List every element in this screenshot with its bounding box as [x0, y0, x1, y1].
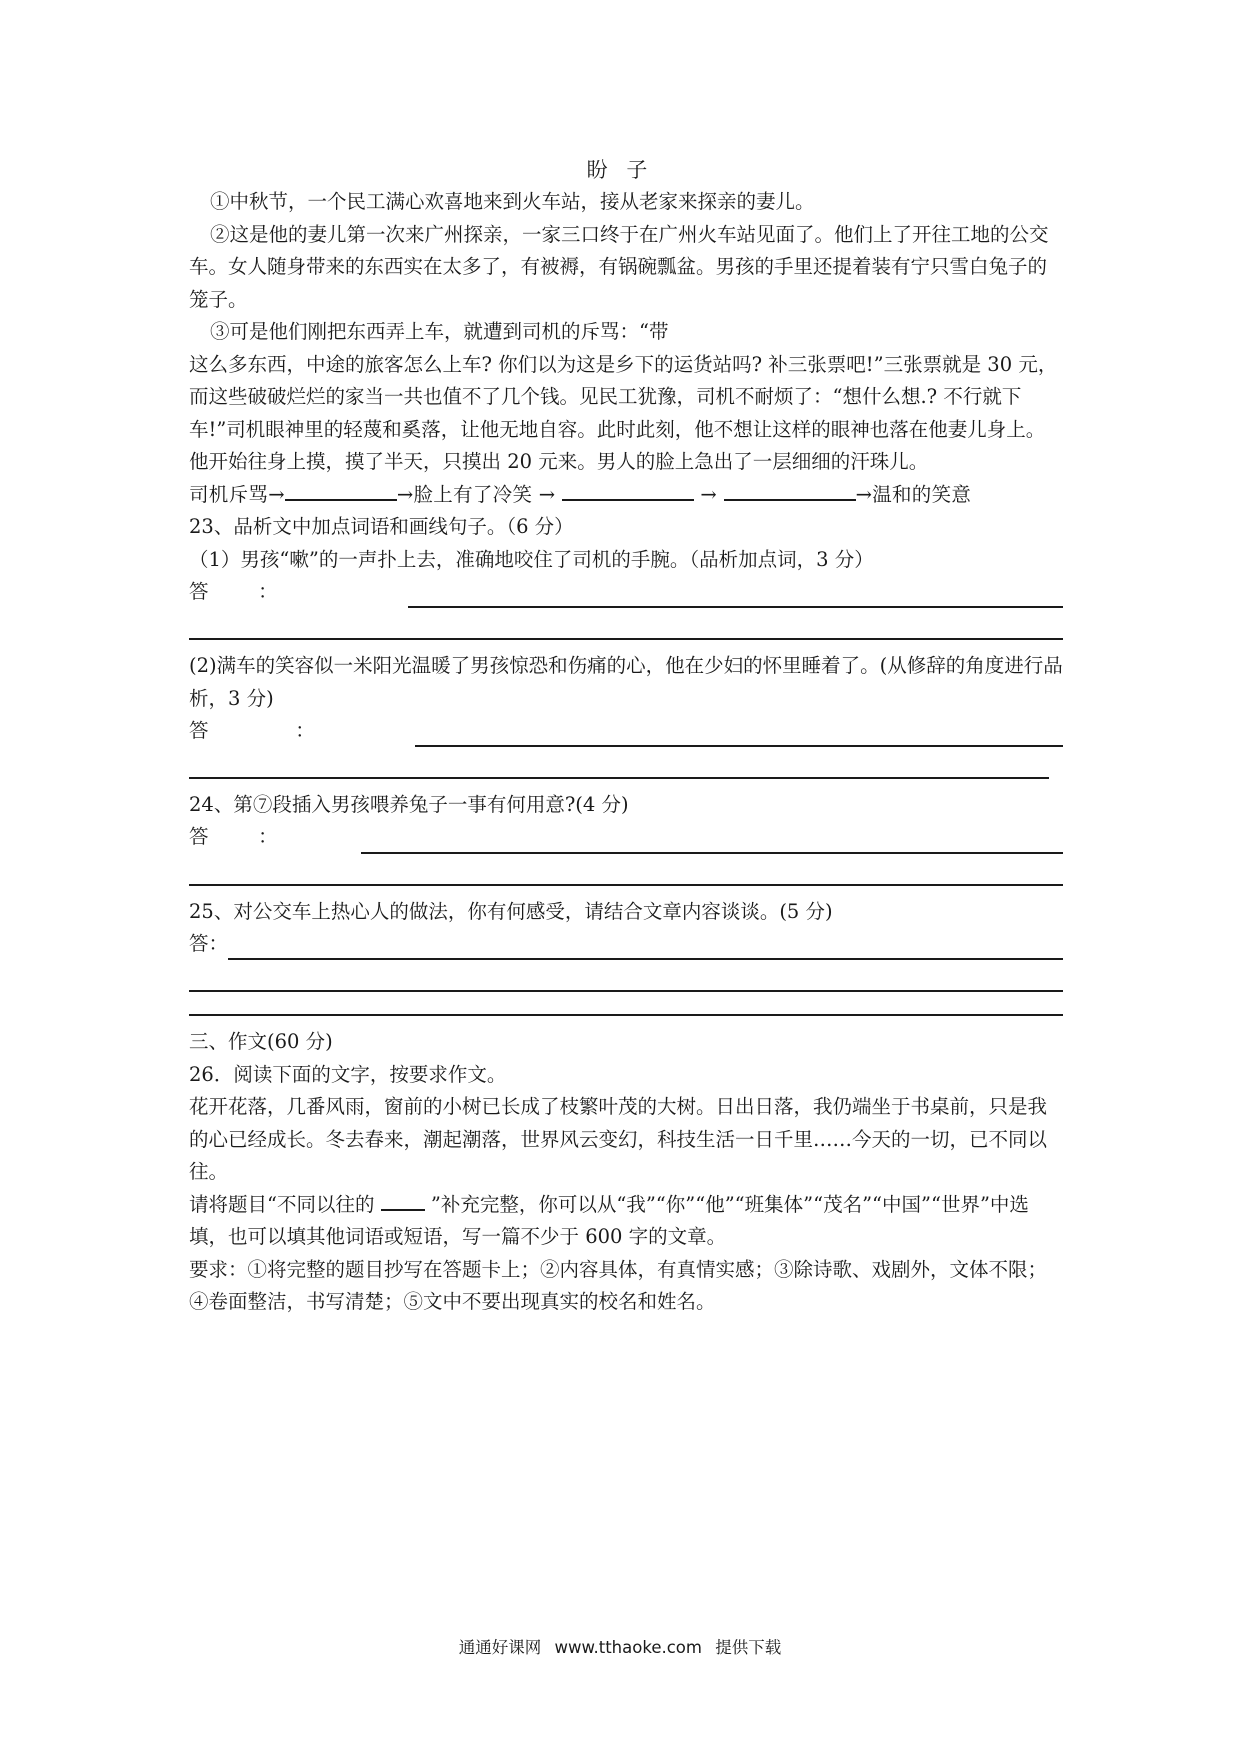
passage-paragraph-1: ①中秋节，一个民工满心欢喜地来到火车站，接从老家来探亲的妻儿。 — [210, 190, 815, 213]
passage-title: 盼 子 — [586, 158, 654, 182]
answer-label: 答 ： — [189, 579, 278, 603]
answer-label: 答 ： — [189, 718, 315, 742]
flow-mid-2: → — [700, 482, 718, 506]
essay-material: 花开花落，几番风雨，窗前的小树已长成了枝繁叶茂的大树。日出日落，我仍端坐于书桌前，只是我的心已经成长。冬去春来，潮起潮落，世界风云变幻，科技生活一日千里……今天的一切，已不同以往。 — [189, 1095, 1048, 1183]
answer-label: 答： — [189, 931, 229, 955]
flow-end: →温和的笑意 — [855, 482, 972, 506]
flow-blank-3[interactable] — [724, 479, 856, 501]
flow-mid-1: →脸上有了冷笑 → — [396, 482, 556, 506]
answer-label: 答 ： — [189, 825, 321, 848]
footer-site-name: 通通好课网 — [458, 1638, 542, 1657]
flow-start: 司机斥骂→ — [189, 482, 285, 506]
answer-25-line-1[interactable] — [228, 940, 1063, 960]
essay-requirements: 要求：①将完整的题目抄写在答题卡上；②内容具体，有真情实感；③除诗歌、戏剧外，文体不限；④卷面整洁，书写清楚；⑤文中不要出现真实的校名和姓名。 — [189, 1257, 1048, 1313]
emotion-flow-row — [189, 479, 1063, 512]
question-23-part-1: （1）男孩“嗽”的一声扑上去，准确地咬住了司机的手腕。（品析加点词，3 分） — [189, 547, 874, 571]
question-23-part-2: (2)满车的笑容似一米阳光温暖了男孩惊恐和伤痛的心，他在少妇的怀里睡着了。(从修辞的角度进行品析，3 分) — [189, 654, 1063, 710]
answer-23-1-line-1[interactable] — [408, 588, 1063, 608]
answer-23-2-line-1[interactable] — [415, 727, 1063, 747]
answer-25-row — [189, 928, 1063, 960]
essay-prompt-after: ”补充完整，你可以从“我”“你”“他”“班集体”“茂名”“中国”“世界”中选填，也可以填其他词语或短语，写一篇不少于 600 字的文章。 — [189, 1192, 1029, 1248]
answer-23-2-row — [189, 715, 1063, 747]
answer-23-1-row — [189, 576, 1063, 608]
flow-blank-1[interactable] — [285, 479, 397, 501]
essay-prompt — [189, 1189, 1063, 1254]
answer-24-row — [189, 822, 1063, 854]
question-24-title: 24、第⑦段插入男孩喂养兔子一事有何用意?(4 分) — [189, 793, 629, 816]
question-25-title: 25、对公交车上热心人的做法，你有何感受，请结合文章内容谈谈。(5 分) — [189, 899, 833, 923]
passage-paragraph-2: ②这是他的妻儿第一次来广州探亲，一家三口终于在广州火车站见面了。他们上了开往工地的公交车。女人随身带来的东西实在太多了，有被褥，有锅碗瓢盆。男孩的手里还提着装有宁只雪白兔子的笼子。 — [189, 222, 1049, 311]
page-content — [189, 186, 1063, 1319]
answer-24-line-1[interactable] — [361, 834, 1063, 854]
passage-paragraph-3-continued: 这么多东西，中途的旅客怎么上车? 你们以为这是乡下的运货站吗? 补三张票吧!”三张票就是 30 元，而这些破破烂烂的家当一共也值不了几个钱。见民工犹豫，司机不耐烦了：“想什么想.? 不行就下车!”司机眼神里的轻蔑和奚落，让他无地自容。此时此刻，他不想让这样的眼神也落在他妻儿身上。他开始往身上摸，摸了半天，只摸出 20 元来。男人的脸上急出了一层细细的汗珠儿。 — [189, 352, 1058, 473]
footer — [0, 1634, 1240, 1658]
passage-paragraph-3-start: ③可是他们刚把东西弄上车，就遭到司机的斥骂：“带 — [210, 320, 669, 343]
footer-suffix: 提供下载 — [715, 1638, 782, 1657]
question-23-title: 23、品析文中加点词语和画线句子。（6 分） — [189, 515, 574, 538]
question-26-title: 26．阅读下面的文字，按要求作文。 — [189, 1062, 507, 1086]
essay-prompt-before: 请将题目“不同以往的 — [189, 1192, 375, 1216]
essay-title-blank[interactable] — [381, 1189, 425, 1211]
flow-blank-2[interactable] — [562, 479, 694, 501]
section-3-title: 三、作文(60 分) — [189, 1030, 333, 1053]
footer-url[interactable]: www.tthaoke.com — [554, 1638, 702, 1657]
